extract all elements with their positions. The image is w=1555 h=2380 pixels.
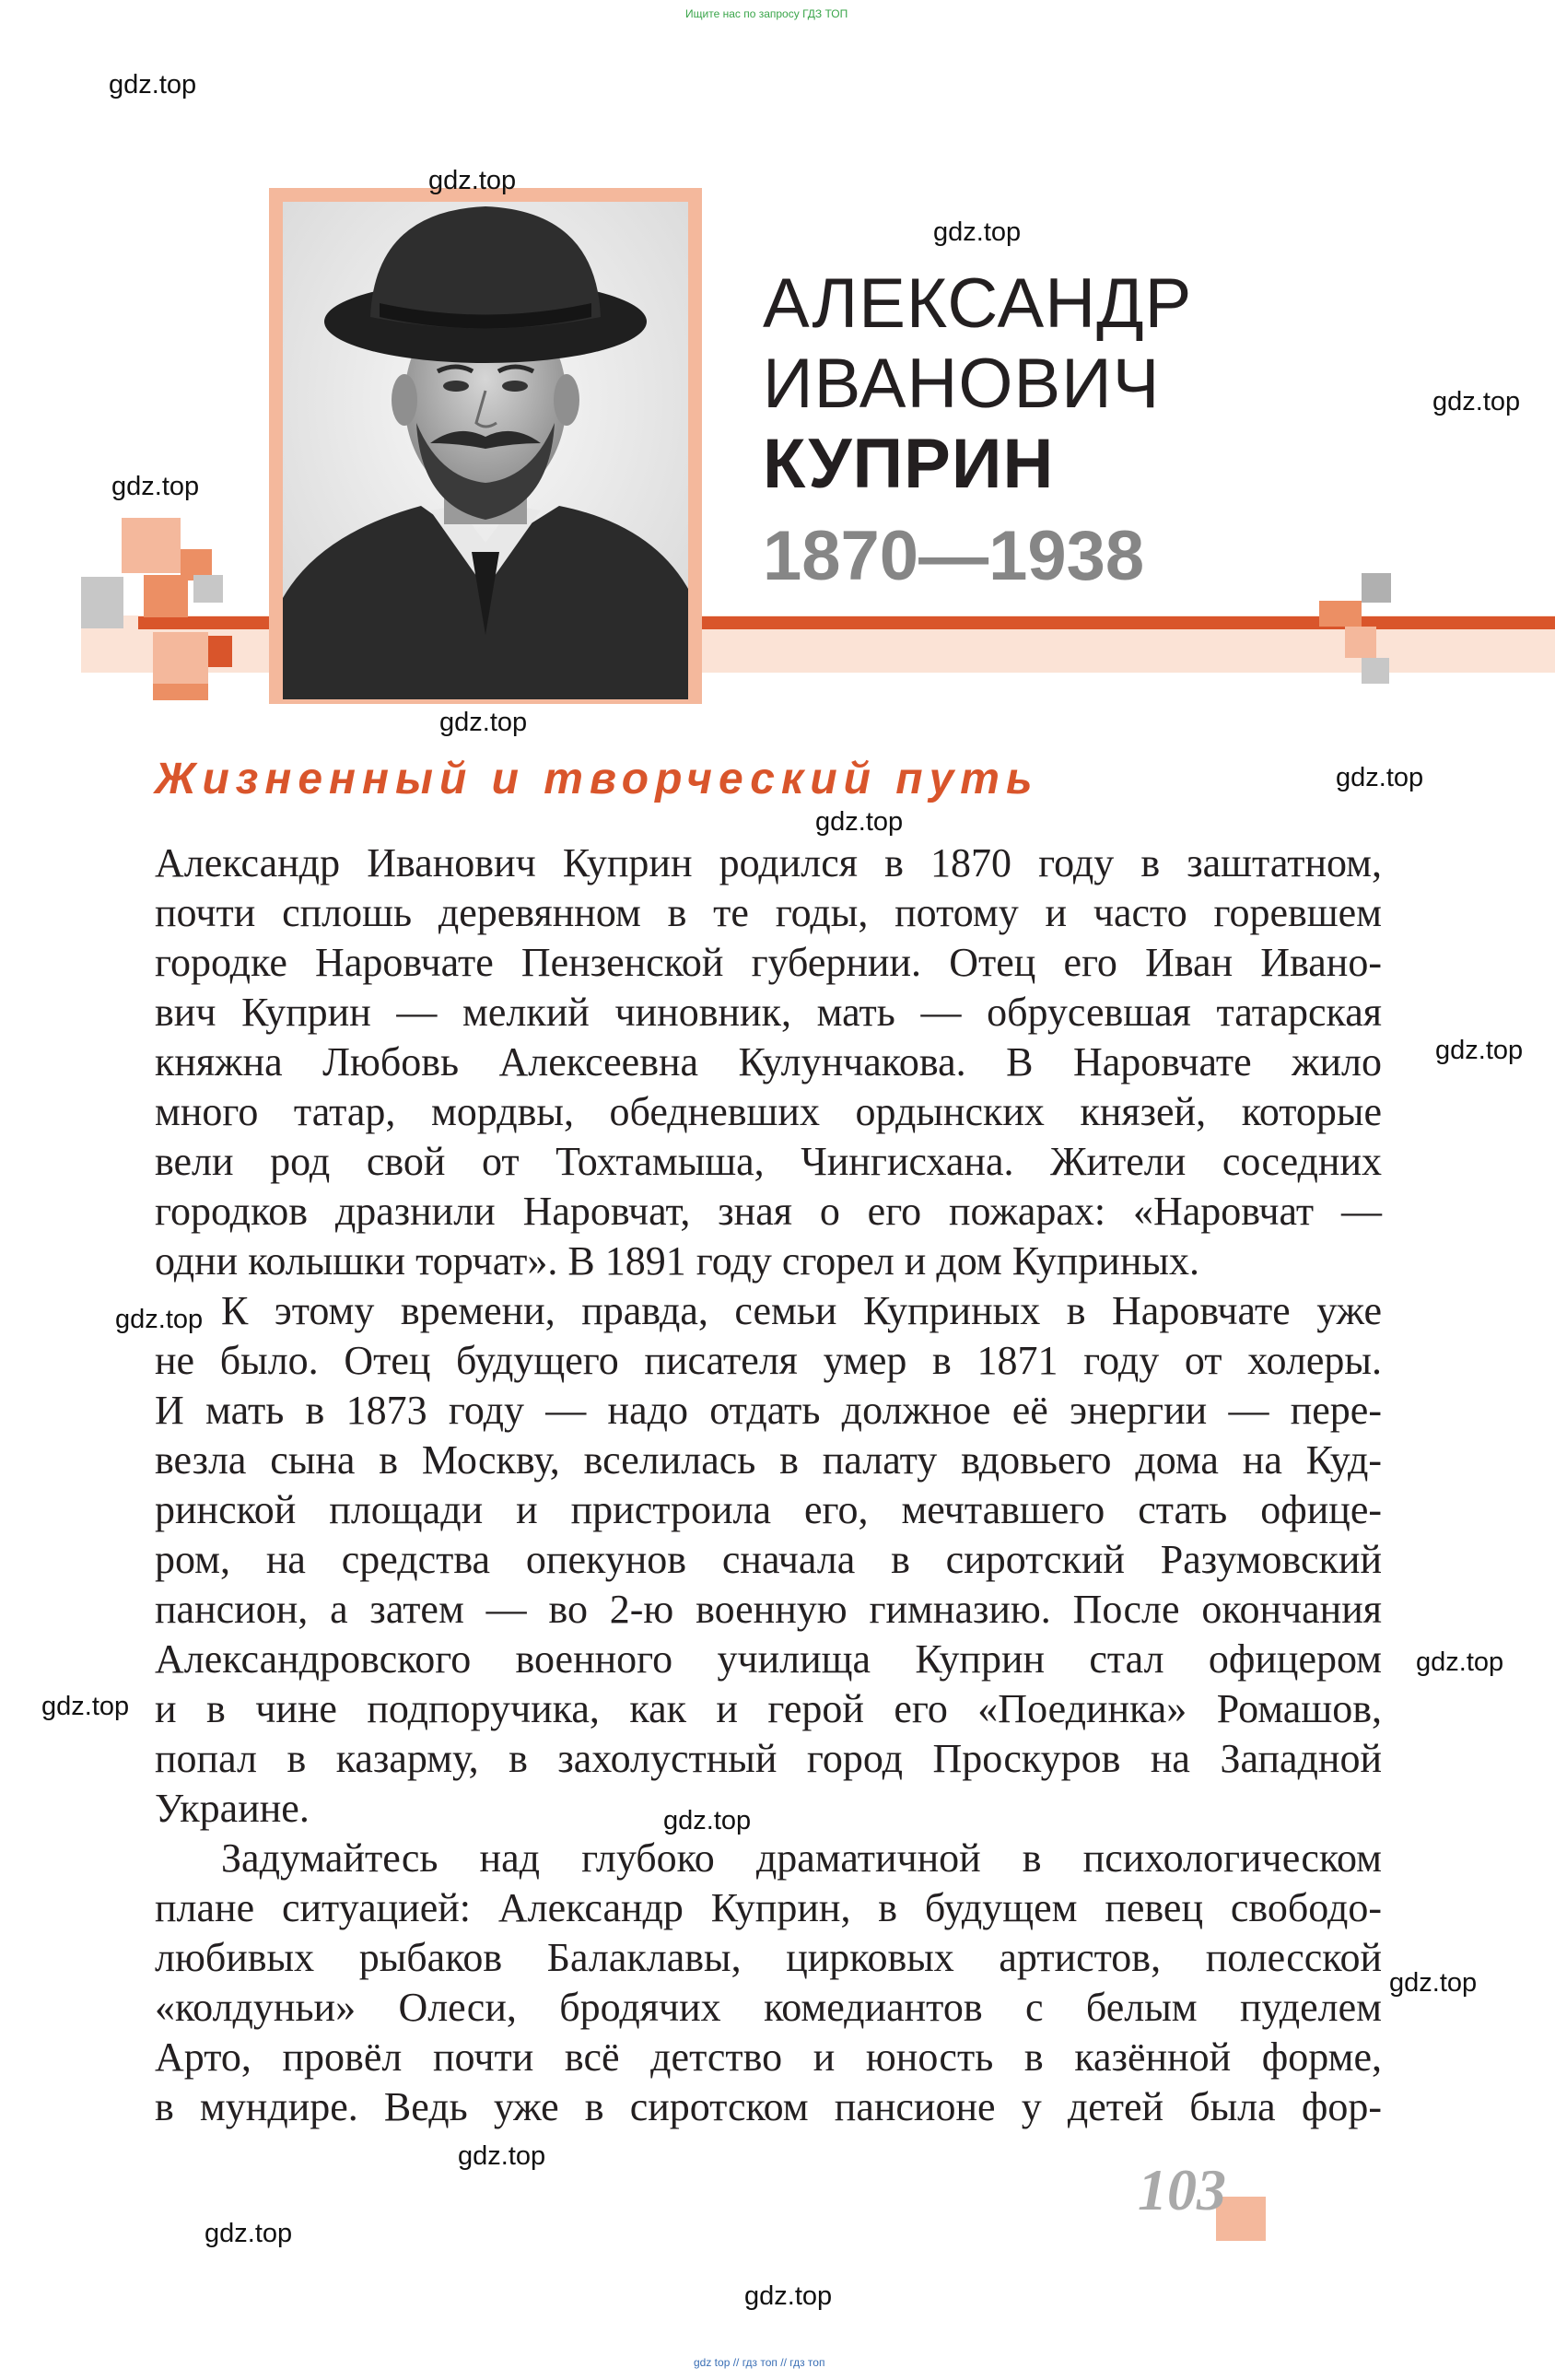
text-line: одни колышки торчат». В 1891 году сгорел и дом Куприных. [155, 1238, 1199, 1284]
watermark: gdz.top [41, 1692, 130, 1721]
page-number: 103 [1138, 2157, 1226, 2222]
text-line: Александр Иванович Куприн родился в 1870 году в заштатном, [155, 840, 1382, 885]
text-line: ринской площади и пристроила его, мечтавшего стать офице- [155, 1487, 1382, 1532]
text-line: «колдуньи» Олеси, бродячих комедиантов с белым пуделем [155, 1985, 1382, 2030]
watermark: gdz.top [115, 1305, 204, 1334]
section-title: Жизненный и творческий путь [155, 755, 1039, 803]
text-line: Задумайтесь над глубоко драматичной в психологическом [221, 1835, 1382, 1881]
text-line: пансион, а затем — во 2-ю военную гимназию. После окончания [155, 1587, 1382, 1632]
watermark: gdz.top [663, 1806, 752, 1835]
watermark: gdz.top [1432, 387, 1521, 416]
watermark: gdz.top [1435, 1036, 1524, 1065]
text-line: Александровского военного училища Куприн стал офицером [155, 1636, 1382, 1682]
watermark: gdz.top [1416, 1647, 1504, 1677]
text-line: Арто, провёл почти всё детство и юность в казённой форме, [155, 2034, 1382, 2080]
watermark: gdz.top [933, 217, 1022, 247]
text-line: городков дразнили Наровчат, зная о его пожарах: «Наровчат — [155, 1189, 1382, 1234]
watermark: gdz.top [109, 70, 197, 100]
watermark: gdz.top [428, 166, 517, 195]
text-line: много татар, мордвы, обедневших ордынских князей, которые [155, 1089, 1382, 1134]
body-text [155, 838, 1382, 2132]
watermark: gdz.top [815, 807, 904, 837]
portrait-image [283, 202, 688, 699]
text-line: ром, на средства опекунов сначала в сиротский Разумовский [155, 1537, 1382, 1582]
text-line: не было. Отец будущего писателя умер в 1871 году от холеры. [155, 1338, 1382, 1383]
text-line: К этому времени, правда, семьи Куприных в Наровчате уже [221, 1288, 1382, 1333]
text-line: и в чине подпоручика, как и герой его «Поединка» Ромашов, [155, 1686, 1382, 1731]
text-line: вели род свой от Тохтамыша, Чингисхана. Жители соседних [155, 1139, 1382, 1184]
text-line: вич Куприн — мелкий чиновник, мать — обрусевшая татарская [155, 990, 1382, 1035]
text-line: почти сплошь деревянном в те годы, потому и часто горевшем [155, 890, 1382, 935]
header-note: Ищите нас по запросу ГДЗ ТОП [685, 7, 848, 20]
watermark: gdz.top [744, 2281, 833, 2311]
text-line: в мундире. Ведь уже в сиротском пансионе у детей была фор- [155, 2084, 1382, 2129]
footer-note: gdz top // гдз топ // гдз топ [694, 2356, 825, 2369]
text-line: городке Наровчате Пензенской губернии. Отец его Иван Ивано- [155, 940, 1382, 985]
watermark: gdz.top [1336, 763, 1424, 792]
author-patronymic: ИВАНОВИЧ [763, 345, 1161, 423]
watermark: gdz.top [205, 2219, 293, 2248]
author-dates: 1870—1938 [763, 517, 1145, 595]
author-portrait [283, 202, 688, 699]
text-line: Украине. [155, 1786, 310, 1831]
author-surname: КУПРИН [763, 425, 1055, 503]
text-line: И мать в 1873 году — надо отдать должное её энергии — пере- [155, 1388, 1382, 1433]
text-line: плане ситуацией: Александр Куприн, в будущем певец свободо- [155, 1885, 1382, 1930]
watermark: gdz.top [111, 472, 200, 501]
author-first-name: АЛЕКСАНДР [763, 264, 1193, 343]
text-line: попал в казарму, в захолустный город Проскуров на Западной [155, 1736, 1382, 1781]
text-line: любивых рыбаков Балаклавы, цирковых артистов, полесской [155, 1935, 1382, 1980]
watermark: gdz.top [439, 708, 528, 737]
text-line: везла сына в Москву, вселилась в палату вдовьего дома на Куд- [155, 1437, 1382, 1483]
watermark: gdz.top [458, 2141, 546, 2171]
watermark: gdz.top [1389, 1968, 1478, 1998]
text-line: княжна Любовь Алексеевна Кулунчакова. В Наровчате жило [155, 1039, 1382, 1084]
